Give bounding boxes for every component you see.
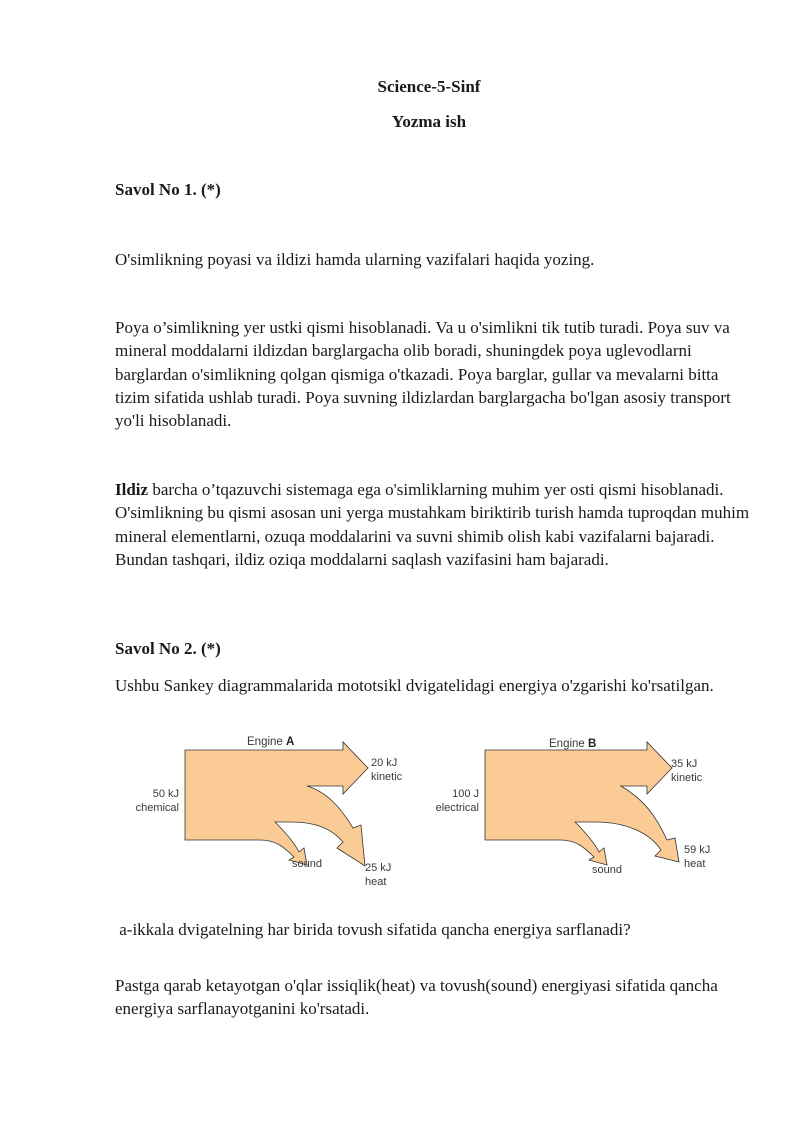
question-1-prompt: O'simlikning poyasi va ildizi hamda ularning vazifalari haqida yozing. [115,250,595,269]
engine-a-sound-label: sound [292,858,322,870]
document-title: Science-5-Sinf [377,77,481,96]
document-subtitle: Yozma ish [391,112,467,131]
engine-a-input-label: 50 kJ chemical [135,788,179,814]
ildiz-term: Ildiz [115,480,149,499]
engine-b-heat-label: 59 kJ heat [684,844,711,870]
engine-b-kinetic-label: 35 kJ kinetic [671,758,703,784]
sankey-flow-engine-b [485,742,679,865]
engine-b-sound-label: sound [592,864,622,876]
question-2-answer: Pastga qarab ketayotgan o'qlar issiqlik(heat) va tovush(sound) energiyasi sifatida qancha energiya sarflanayotganini ko'rsatadi. [115,976,718,1019]
sankey-flow-engine-a [185,742,368,866]
sankey-diagram-engine-a [125,730,425,890]
ildiz-paragraph [115,478,755,571]
engine-a-title: Engine A [247,736,295,748]
engine-b-input-label: 100 J electrical [435,788,479,814]
poya-paragraph: Poya o’simlikning yer ustki qismi hisoblanadi. Va u o'simlikni tik tutib turadi. Poya suv va mineral moddalarni ildizdan barglargacha olib boradi, shuningdek poya uglevodlarni barglardan o'simlikning qolgan qismiga o'tkazadi. Poya barglar, gullar va mevalarni bitta tizim sifatida ushlab turadi. Poya suvning ildizlardan barglargacha bo'lgan asosiy transport yo'li hisoblanadi. [115,318,731,431]
question-2a: a-ikkala dvigatelning har birida tovush sifatida qancha energiya sarflanadi? [115,920,631,939]
sankey-diagram-engine-b [425,730,725,890]
engine-a-heat-label: 25 kJ heat [365,862,392,888]
question-2-heading: Savol No 2. (*) [115,639,221,658]
engine-a-kinetic-label: 20 kJ kinetic [371,757,403,783]
question-2-prompt: Ushbu Sankey diagrammalarida mototsikl dvigatelidagi energiya o'zgarishi ko'rsatilgan. [115,676,714,695]
question-1-heading: Savol No 1. (*) [115,180,221,199]
ildiz-text: barcha o’tqazuvchi sistemaga ega o'simliklarning muhim yer osti qismi hisoblanadi. O'simlikning bu qismi asosan uni yerga mustahkam biriktirib turish hamda tuproqdan muhim mineral elementlarni, ozuqa moddalarini va suvni shimib olish kabi vazifalarni bajaradi. Bundan tashqari, ildiz oziqa moddalarni saqlash vazifasini ham bajaradi. [115,480,750,569]
engine-b-title: Engine B [549,738,597,750]
